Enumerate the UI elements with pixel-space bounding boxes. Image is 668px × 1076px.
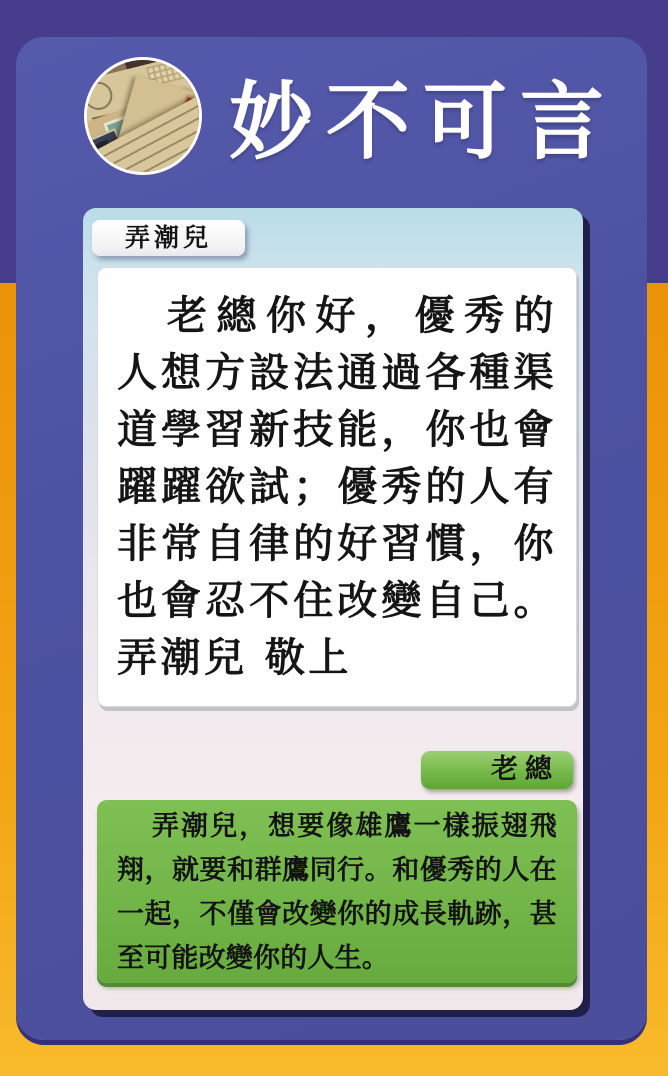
sender-badge-right: 老總	[421, 751, 573, 789]
conversation-card	[83, 208, 583, 1010]
message-bubble-left	[97, 267, 577, 707]
page-title: 妙不可言	[228, 73, 617, 171]
message-text: 老總你好，優秀的人想方設法通過各種渠道學習新技能，你也會躍躍欲試；優秀的人有非常自律的好習慣，你也會忍不住改變自己。弄潮兒 敬上	[117, 293, 557, 681]
message-bubble-right	[97, 800, 577, 983]
postmark-icon	[84, 79, 115, 113]
message-text: 弄潮兒，想要像雄鷹一樣振翅飛翔，就要和群鷹同行。和優秀的人在一起，不僅會改變你的成長軌跡，甚至可能改變你的人生。	[117, 811, 557, 974]
avatar	[84, 57, 202, 175]
sender-badge-left: 弄潮兒	[92, 220, 245, 256]
main-panel	[16, 37, 647, 1040]
